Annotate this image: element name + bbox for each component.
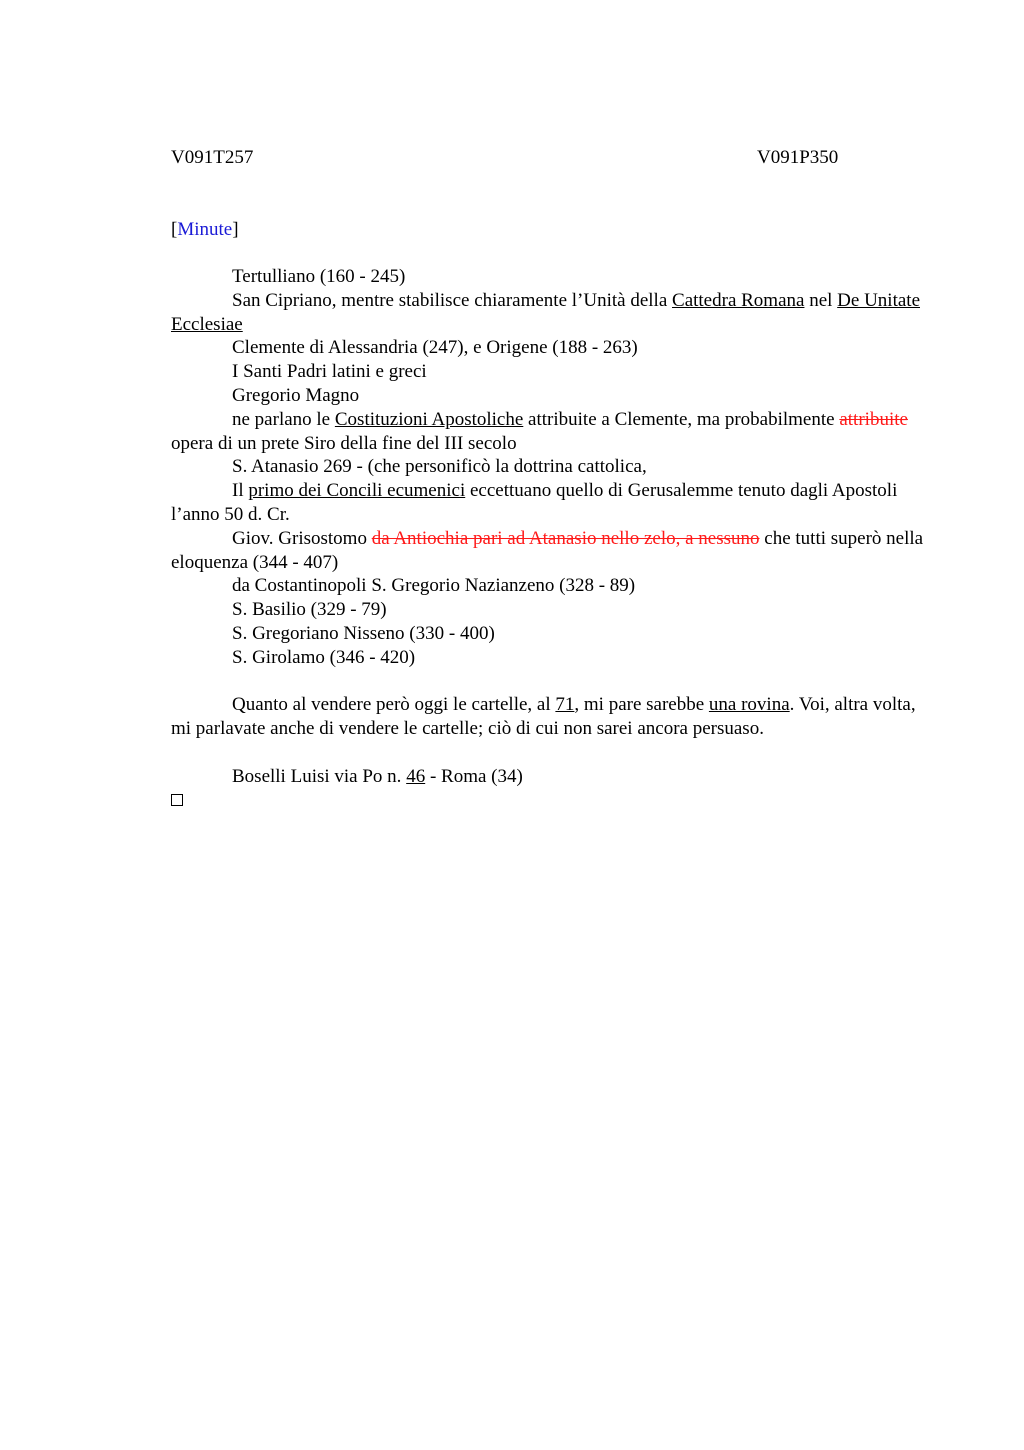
- underlined-text: Cattedra Romana: [672, 289, 805, 311]
- note-text: Il: [232, 480, 249, 502]
- address-text: - Roma (34): [425, 765, 523, 787]
- underlined-text: 71: [555, 694, 575, 716]
- deleted-text: da Antiochia pari ad Atanasio nello zelo, a nessuno: [371, 527, 760, 549]
- note-text: Clemente di Alessandria (247), e Origene (188 - 263): [232, 337, 638, 359]
- section-open-bracket: [: [171, 219, 178, 240]
- note-line: [171, 622, 931, 646]
- note-line: [171, 455, 931, 479]
- underlined-text: una rovina: [708, 694, 790, 716]
- paragraph-gap: [171, 741, 931, 765]
- note-line: [171, 408, 931, 456]
- address-text: Boselli Luisi via Po n.: [232, 765, 407, 787]
- note-line: [171, 360, 931, 384]
- document-page: [171, 145, 931, 812]
- note-text: San Cipriano, mentre stabilisce chiaramente l’Unità della: [232, 289, 673, 311]
- letter-text: . Voi, altra volta, mi parlavate anche di vendere le cartelle; ciò di cui non sarei ancora persuaso.: [171, 694, 916, 740]
- paragraph-gap: [171, 670, 931, 694]
- underlined-text: primo dei Concili ecumenici: [248, 480, 466, 502]
- note-line: [171, 336, 931, 360]
- note-text: S. Basilio (329 - 79): [232, 599, 387, 621]
- note-line: [171, 598, 931, 622]
- letter-text: Quanto al vendere però oggi le cartelle, al: [232, 694, 556, 716]
- header-row: [171, 145, 931, 171]
- note-text: da Costantinopoli S. Gregorio Nazianzeno (328 - 89): [232, 575, 636, 597]
- letter-paragraph: [171, 693, 931, 741]
- note-text: ne parlano le: [232, 408, 335, 430]
- deleted-text: attribuite: [839, 408, 908, 430]
- underlined-text: Costituzioni Apostoliche: [334, 408, 524, 430]
- minute-link[interactable]: Minute: [177, 219, 233, 240]
- note-text: S. Girolamo (346 - 420): [232, 646, 416, 668]
- note-text: S. Gregoriano Nisseno (330 - 400): [232, 622, 495, 644]
- note-text: S. Atanasio 269 - (che personificò la dottrina cattolica,: [232, 456, 647, 478]
- note-line: [171, 479, 931, 527]
- note-line: [171, 527, 931, 575]
- note-text: nel: [804, 289, 838, 311]
- note-text: I Santi Padri latini e greci: [232, 361, 427, 383]
- section-tag: [171, 217, 931, 243]
- note-line: [171, 574, 931, 598]
- letter-text: , mi pare sarebbe: [574, 694, 709, 716]
- header-left-code: V091T257: [171, 147, 254, 168]
- address-line: [171, 765, 931, 789]
- note-text: Gregorio Magno: [232, 384, 360, 406]
- note-text: eccettuano quello di Gerusalemme tenuto dagli Apostoli l’anno 50 d. Cr.: [171, 480, 898, 525]
- underlined-text: De Unitate Ecclesiae: [171, 289, 920, 335]
- note-text: che tutti superò nella eloquenza (344 - 407): [171, 527, 924, 573]
- note-text: opera di un prete Siro della fine del III secolo: [171, 432, 517, 454]
- end-marker: [171, 789, 931, 813]
- note-text: Tertulliano (160 - 245): [232, 266, 406, 287]
- notes-block: [171, 265, 931, 812]
- note-text: Giov. Grisostomo: [232, 527, 372, 549]
- underlined-text: 46: [406, 765, 426, 787]
- header-right-code: V091P350: [757, 147, 839, 168]
- note-text: attribuite a Clemente, ma probabilmente: [523, 408, 840, 430]
- section-close-bracket: ]: [232, 219, 239, 240]
- note-line: [171, 646, 931, 670]
- note-line: [171, 384, 931, 408]
- empty-square-icon: [171, 794, 183, 806]
- note-line: [171, 265, 931, 289]
- note-line: [171, 289, 931, 337]
